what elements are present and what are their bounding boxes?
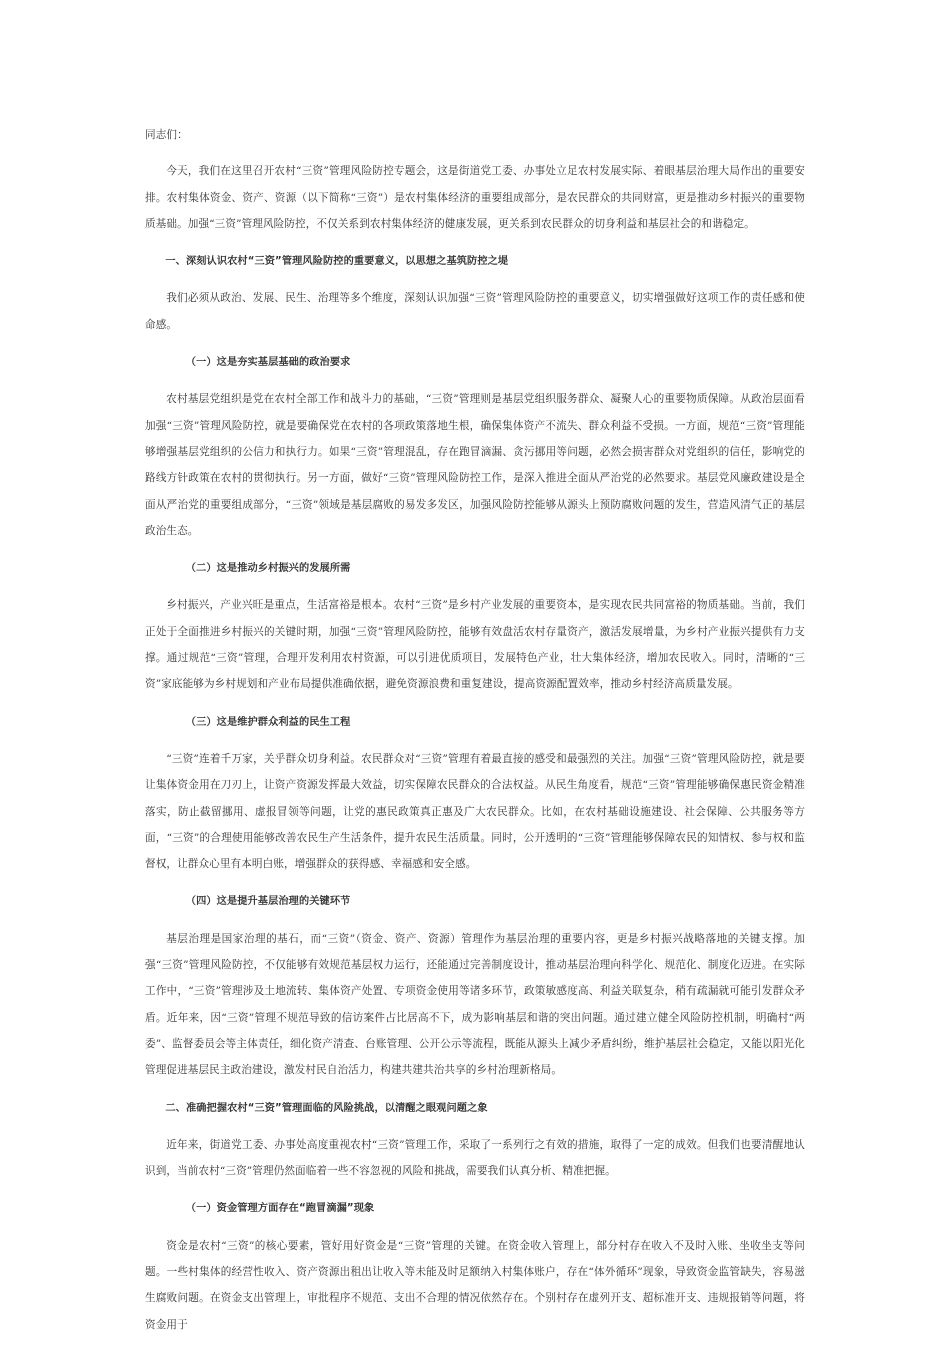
paragraph: 我们必须从政治、发展、民生、治理等多个维度，深刻认识加强“三资”管理风险防控的重要意义，切实增强做好这项工作的责任感和使命感。 xyxy=(145,292,805,331)
paragraph: 乡村振兴，产业兴旺是重点，生活富裕是根本。农村“三资”是乡村产业发展的重要资本，是实现农民共同富裕的物质基础。当前，我们正处于全面推进乡村振兴的关键时期，加强“三资”管理风险防控，能够有效盘活农村存量资产，激活发展增量，为乡村产业振兴提供有力支撑。通过规范“三资”管理，合理开发利用农村资源，可以引进优质项目，发展特色产业，壮大集体经济，增加农民收入。同时，清晰的“三资”家底能够为乡村规划和产业布局提供准确依据，避免资源浪费和重复建设，提高资源配置效率，推动乡村经济高质量发展。 xyxy=(145,599,805,691)
paragraph: “三资”连着千万家，关乎群众切身利益。农民群众对“三资”管理有着最直接的感受和最强烈的关注。加强“三资”管理风险防控，就是要让集体资金用在刀刃上，让资产资源发挥最大效益，切实保障农民群众的合法权益。从民生角度看，规范“三资”管理能够确保惠民资金精准落实，防止截留挪用、虚报冒领等问题，让党的惠民政策真正惠及广大农民群众。比如，在农村基础设施建设、社会保障、公共服务等方面，“三资”的合理使用能够改善农民生产生活条件，提升农民生活质量。同时，公开透明的“三资”管理能够保障农民的知情权、参与权和监督权，让群众心里有本明白账，增强群众的获得感、幸福感和安全感。 xyxy=(145,752,805,871)
paragraph: 资金是农村“三资”的核心要素，管好用好资金是“三资”管理的关键。在资金收入管理上，部分村存在收入不及时入账、坐收坐支等问题。一些村集体的经营性收入、资产资源出租出让收入等未能及时足额纳入村集体账户，存在“体外循环”现象，导致资金监管缺失，容易滋生腐败问题。在资金支出管理上，审批程序不规范、支出不合理的情况依然存在。个别村存在虚列开支、超标准开支、违规报销等问题，将资金用于 xyxy=(145,1239,805,1331)
section-heading-1: 一、深刻认识农村“三资”管理风险防控的重要意义，以思想之基筑防控之堤 xyxy=(165,256,509,268)
subsection-heading: （二）这是推动乡村振兴的发展所需 xyxy=(185,563,351,575)
section-heading-2: 二、准确把握农村“三资”管理面临的风险挑战，以清醒之眼观问题之象 xyxy=(165,1102,488,1114)
greeting: 同志们： xyxy=(145,129,188,141)
paragraph: 近年来，街道党工委、办事处高度重视农村“三资”管理工作，采取了一系列行之有效的措施，取得了一定的成效。但我们也要清醒地认识到，当前农村“三资”管理仍然面临着一些不容忽视的风险和挑战，需要我们认真分析、精准把握。 xyxy=(145,1138,805,1178)
subsection-heading: （一）这是夯实基层基础的政治要求 xyxy=(185,357,351,369)
paragraph-intro: 今天，我们在这里召开农村“三资”管理风险防控专题会，这是街道党工委、办事处立足农村发展实际、着眼基层治理大局作出的重要安排。农村集体资金、资产、资源（以下简称“三资”）是农村集体经济的重要组成部分，是农民群众的共同财富，更是推动乡村振兴的重要物质基础。加强“三资”管理风险防控，不仅关系到农村集体经济的健康发展，更关系到农民群众的切身利益和基层社会的和谐稳定。 xyxy=(145,165,805,230)
subsection-heading: （四）这是提升基层治理的关键环节 xyxy=(185,896,351,908)
paragraph: 基层治理是国家治理的基石，而“三资”（资金、资产、资源）管理作为基层治理的重要内容，更是乡村振兴战略落地的关键支撑。加强“三资”管理风险防控，不仅能够有效规范基层权力运行，还能通过完善制度设计，推动基层治理向科学化、规范化、制度化迈进。在实际工作中，“三资”管理涉及土地流转、集体资产处置、专项资金使用等诸多环节，政策敏感度高、利益关联复杂，稍有疏漏就可能引发群众矛盾。近年来，因“三资”管理不规范导致的信访案件占比居高不下，成为影响基层和谐的突出问题。通过建立健全风险防控机制，明确村“两委”、监督委员会等主体责任，细化资产清查、台账管理、公开公示等流程，既能从源头上减少矛盾纠纷，维护基层社会稳定，又能以阳光化管理促进基层民主政治建设，激发村民自治活力，构建共建共治共享的乡村治理新格局。 xyxy=(145,932,805,1077)
subsection-heading: （三）这是维护群众利益的民生工程 xyxy=(185,716,351,728)
paragraph: 农村基层党组织是党在农村全部工作和战斗力的基础，“三资”管理则是基层党组织服务群众、凝聚人心的重要物质保障。从政治层面看加强“三资”管理风险防控，就是要确保党在农村的各项政策落地生根，确保集体资产不流失、群众利益不受损。一方面，规范“三资”管理能够增强基层党组织的公信力和执行力。如果“三资”管理混乱，存在跑冒滴漏、贪污挪用等问题，必然会损害群众对党组织的信任，影响党的路线方针政策在农村的贯彻执行。另一方面，做好“三资”管理风险防控工作，是深入推进全面从严治党的必然要求。基层党风廉政建设是全面从严治党的重要组成部分，“三资”领域是基层腐败的易发多发区，加强风险防控能够从源头上预防腐败问题的发生，营造风清气正的基层政治生态。 xyxy=(145,393,805,537)
document-body xyxy=(145,122,805,1350)
subsection-heading: （一）资金管理方面存在“跑冒滴漏”现象 xyxy=(185,1203,375,1215)
